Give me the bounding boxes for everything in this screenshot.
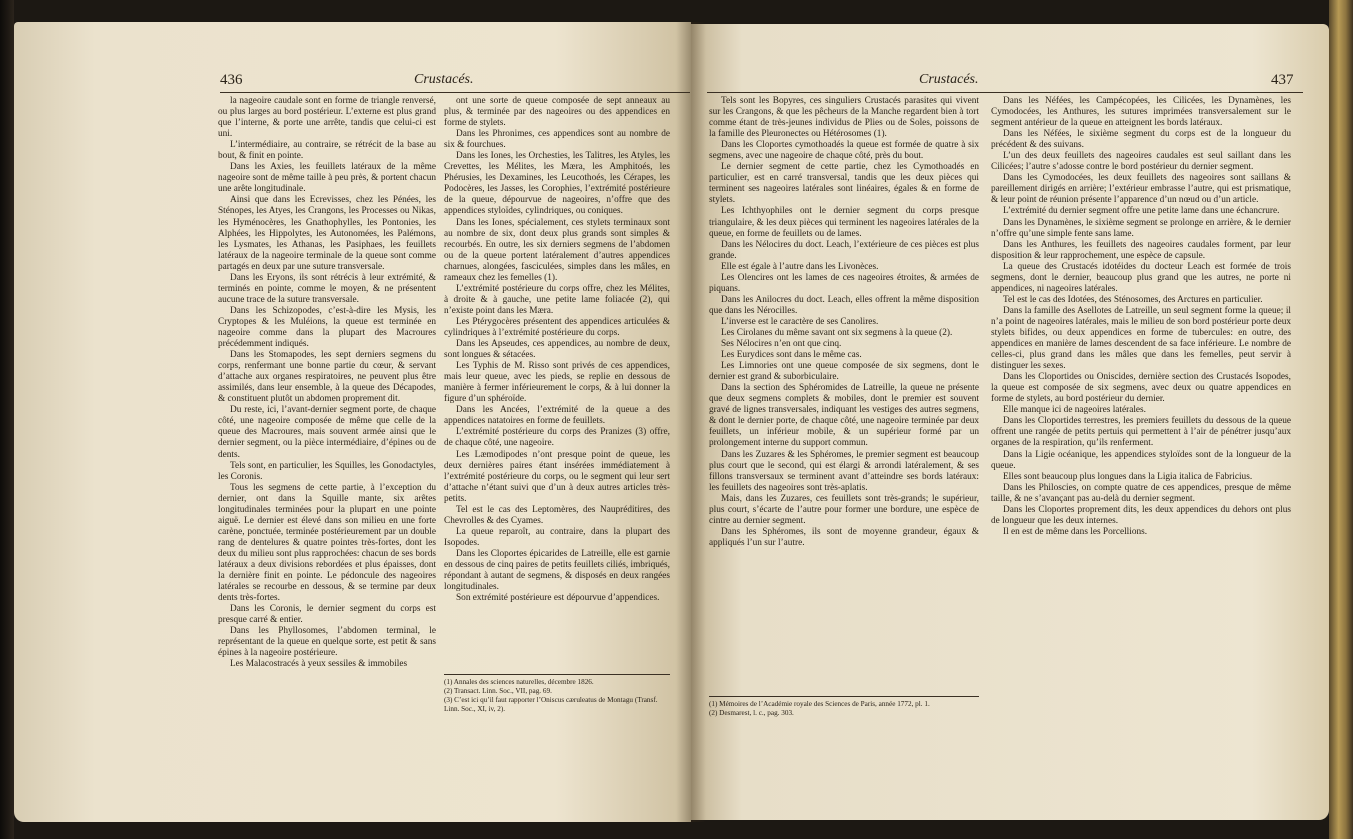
paragraph: Les Læmodipodes n’ont presque point de queue, les deux dernières paires étant insérées immédiatement à l’extrémité postérieure du corps, ou le segment qui leur sert d’attache n’étant suivi que d’un à deux autres articles très-petits. <box>444 449 670 504</box>
paragraph: Elles sont beaucoup plus longues dans la Ligia italica de Fabricius. <box>1003 471 1253 482</box>
paragraph: Les Malacostracés à yeux sessiles & immobiles <box>230 659 408 670</box>
paragraph: Dans les Cloportides ou Oniscides, dernière section des Crustacés Isopodes, la queue est composée de six segmens, avec deux ou quatre appendices en forme de stylets, au bord postérieur du dernier. <box>991 372 1291 405</box>
paragraph: Dans les Zuzares & les Sphéromes, le premier segment est beaucoup plus court que le second, qui est élargi & arrondi latéralement, & ses fillons transversaux se terminent avant d’atteindre ses bords latéraux: les feuillets des nageoires sont très-aplatis. <box>709 449 979 493</box>
running-head: Crustacés. <box>414 72 474 87</box>
paragraph: Dans les Philoscies, on compte quatre de ces appendices, presque de même taille, & ne s’avançant pas au-delà du dernier segment. <box>991 482 1291 504</box>
paragraph: L’un des deux feuillets des nageoires caudales est seul saillant dans les Cilicées; l’autre s’adosse contre le bord postérieur du dernier segment. <box>991 151 1291 173</box>
paragraph: Tous les segmens de cette partie, à l’exception du dernier, ont dans la Squille mante, six arêtes longitudinales terminées pour la plupart en une pointe aiguë. Le dernier est élevé dans son milieu en une forte carène, ponctuée, terminée postérieurement par un double rang de dentelures & quatre pointes très-fortes, dont les deux du milieu sont plus rapprochées: chacun de ses bords latéraux a deux divisions rebordées et plus épaisses, dont la dernière finit en pointe. Le pédoncule des nageoires latérales se recourbe en dessous, & se termine par deux dents très-fortes. <box>218 482 436 604</box>
paragraph: Dans les Phyllosomes, l’abdomen terminal, le représentant de la queue en quelque sorte, est petit & sans épines à la nageoire postérieure. <box>218 626 436 659</box>
footnote-rule <box>709 696 979 697</box>
left-page-column-1 <box>218 96 436 670</box>
paragraph: Dans les Cymodocées, les deux feuillets des nageoires sont saillans & pareillement dirigés en arrière; l’extérieur embrasse l’autre, qui est prismatique, & leur point de réunion présente l’apparence d’un nœud ou d’un article. <box>991 173 1291 206</box>
left-page-footnotes <box>444 678 670 714</box>
paragraph: Tel est le cas des Leptomères, des Naupréditires, des Chevrolles & des Cyames. <box>444 504 670 526</box>
paragraph: Les Typhis de M. Risso sont privés de ces appendices, mais leur queue, avec les pieds, se replie en dessous de manière à fermer inférieurement le corps, & à lui donner la figure d’un sphéroïde. <box>444 361 670 405</box>
paragraph: Dans les Eryons, ils sont rétrécis à leur extrémité, & terminés en pointe, comme le moyen, & ne présentent aucune trace de la suture transversale. <box>218 272 436 305</box>
paragraph: Dans les Sphéromes, ils sont de moyenne grandeur, égaux & appliqués l’un sur l’autre. <box>709 526 979 548</box>
paragraph: la nageoire caudale sont en forme de triangle renversé, ou plus larges au bord postérieur. L’externe est plus grand que l’interne, & porte une arrête, tandis que celui-ci est uni. <box>218 96 436 140</box>
paragraph: Dans les Stomapodes, les sept derniers segmens du corps, renfermant une bonne partie du cœur, & servant d’attache aux organes respiratoires, ne peuvent plus être assimilés, dans leur ensemble, à la queue des Décapodes, & constituent plutôt un abdomen proprement dit. <box>218 350 436 405</box>
paragraph: Dans les Axies, les feuillets latéraux de la même nageoire sont de même taille à peu près, & portent chacun une arête longitudinale. <box>218 162 436 195</box>
paragraph: Mais, dans les Zuzares, ces feuillets sont très-grands; le supérieur, plus court, s’écarte de l’autre pour former une bordure, une espèce de cintre au dernier segment. <box>709 493 979 526</box>
paragraph: Le dernier segment de cette partie, chez les Cymothoadés en particulier, est en carré transversal, tandis que les deux pièces qui terminent ses nageoires latérales sont linéaires, égales & en forme de stylets. <box>709 162 979 206</box>
paragraph: Dans les Cloportes proprement dits, les deux appendices du dehors ont plus de longueur que les deux internes. <box>991 504 1291 526</box>
paragraph: Dans les Dynamènes, le sixième segment se prolonge en arrière, & le dernier n’offre qu’une simple fente sans lame. <box>991 217 1291 239</box>
paragraph: Dans les Cloportides terrestres, les premiers feuillets du dessous de la queue offrent une rangée de petits pertuis qui permettent à l’air de pénétrer jusqu’aux organes de la respiration, qu’ils renferment. <box>991 416 1291 449</box>
right-page <box>691 24 1329 820</box>
paragraph: Dans les Anthures, les feuillets des nageoires caudales forment, par leur disposition & leur rapprochement, une espèce de capsule. <box>991 239 1291 261</box>
paragraph: Dans les Néfées, le sixième segment du corps est de la longueur du précédent & des suivans. <box>991 129 1291 151</box>
footnote: (1) Mémoires de l’Académie royale des Sciences de Paris, année 1772, pl. 1. <box>709 700 930 708</box>
right-page-column-2 <box>991 96 1291 538</box>
paragraph: Dans les Anilocres du doct. Leach, elles offrent la même disposition que dans les Nérocilles. <box>709 294 979 316</box>
book-fore-edge <box>1329 0 1353 839</box>
paragraph: Dans les Phronimes, ces appendices sont au nombre de six & fourchues. <box>444 129 670 151</box>
paragraph: Les Cirolanes du même savant ont six segmens à la queue (2). <box>721 327 953 338</box>
paragraph: Du reste, ici, l’avant-dernier segment porte, de chaque côté, une nageoire composée de même que celle de la queue des Macroures, mais souvent armée ainsi que le dernier segment, ou la pièce intermédiaire, d’épines ou de dents. <box>218 405 436 460</box>
paragraph: Tels sont les Bopyres, ces singuliers Crustacés parasites qui vivent sur les Crangons, & que les pêcheurs de la Manche regardent bien à tort comme étant de très-jeunes individus de Plies ou de Soles, poissons de la famille des Pleuronectes ou Hétérosomes (1). <box>709 96 979 140</box>
right-page-column-1 <box>709 96 979 549</box>
header-rule <box>707 92 1303 93</box>
footnote: (2) Desmarest, l. c., pag. 303. <box>709 709 794 717</box>
paragraph: Tels sont, en particulier, les Squilles, les Gonodactyles, les Coronis. <box>218 460 436 482</box>
paragraph: Tel est le cas des Idotées, des Sténosomes, des Arctures en particulier. <box>1003 294 1263 305</box>
paragraph: Dans la section des Sphéromides de Latreille, la queue ne présente que deux segmens complets & mobiles, dont le premier est souvent gravé de lignes transversales, indiquant les vestiges des autres segmens, & dont le dernier porte, de chaque côté, une nageoire terminée par deux feuillets, un inférieur mobile, & un supérieur formé par un prolongement interne du support commun. <box>709 383 979 449</box>
paragraph: La queue reparoît, au contraire, dans la plupart des Isopodes. <box>444 526 670 548</box>
paragraph: Dans les Néfées, les Campécopées, les Cilicées, les Dynamènes, les Cymodocées, les Anthures, les sutures imprimées transversalement sur le segment antérieur de la queue en atteignent les bords latéraux. <box>991 96 1291 129</box>
page-number: 437 <box>1271 72 1294 88</box>
paragraph: Dans les Apseudes, ces appendices, au nombre de deux, sont longues & sétacées. <box>444 339 670 361</box>
right-page-footnotes <box>709 700 979 718</box>
paragraph: La queue des Crustacés idotéides du docteur Leach est formée de trois segmens, dont le dernier, beaucoup plus grand que les autres, ne porte ni appendices, ni nageoires latérales. <box>991 261 1291 294</box>
paragraph: Les Ichthyophiles ont le dernier segment du corps presque triangulaire, & les deux pièces qui terminent les nageoires latérales de la queue, en forme de feuillets ou de lames. <box>709 206 979 239</box>
footnote: (3) C’est ici qu’il faut rapporter l’Oniscus cæruleatus de Montagu (Transf. Linn. Soc., XI, iv, 2). <box>444 696 658 713</box>
paragraph: Dans les Coronis, le dernier segment du corps est presque carré & entier. <box>218 604 436 626</box>
paragraph: Ses Nélocires n’en ont que cinq. <box>721 339 842 350</box>
paragraph: Il en est de même dans les Porcellions. <box>1003 526 1148 537</box>
paragraph: Elle est égale à l’autre dans les Livonèces. <box>721 261 879 272</box>
paragraph: Dans les Cloportes épicarides de Latreille, elle est garnie en dessous de cinq paires de petits feuillets ciliés, imbriqués, répondant à autant de segmens, & disposés en deux rangées longitudinales. <box>444 548 670 593</box>
paragraph: Dans les Cloportes cymothoadés la queue est formée de quatre à six segmens, avec une nageoire de chaque côté, près du bout. <box>709 140 979 162</box>
book-left-edge <box>0 0 14 839</box>
footnote: (2) Transact. Linn. Soc., VII, pag. 69. <box>444 687 552 695</box>
left-page <box>14 22 691 822</box>
paragraph: Dans la famille des Asellotes de Latreille, un seul segment forme la queue; il n’a point de nageoires latérales, mais le milieu de son bord postérieur porte deux stylets bifides, ou deux appendices en forme de tubercules: en outre, des appendices en manière de lames descendent de sa face inférieure. Le nombre de celles-ci, plus grand dans les mâles que dans les femelles, peut servir à distinguer les sexes. <box>991 305 1291 372</box>
footnote-rule <box>444 674 670 675</box>
page-number: 436 <box>220 72 243 88</box>
running-head: Crustacés. <box>919 72 979 87</box>
paragraph: Les Ptérygocères présentent des appendices articulées & cylindriques à l’extrémité postérieure du corps. <box>444 316 670 338</box>
paragraph: Dans les Nélocires du doct. Leach, l’extérieure de ces pièces est plus grande. <box>709 239 979 261</box>
paragraph: Ainsi que dans les Ecrevisses, chez les Pénées, les Sténopes, les Atyes, les Crangons, les Processes ou Nikas, les Hyménocères, les Gnathophylles, les Pontonies, les Alphées, les Hippolytes, les Autonomées, les Palémons, les Lysmates, les Athanas, les Pasiphaes, les feuillets latéraux de la nageoire terminale de la queue sont comme partagés en deux par une suture transversale. <box>218 195 436 272</box>
header-rule <box>220 92 690 93</box>
footnote: (1) Annales des sciences naturelles, décembre 1826. <box>444 678 594 686</box>
paragraph: Dans les Ancées, l’extrémité de la queue a des appendices natatoires en forme de feuillets. <box>444 405 670 427</box>
paragraph: Les Eurydices sont dans le même cas. <box>721 350 862 361</box>
paragraph: L’intermédiaire, au contraire, se rétrécit de la base au bout, & finit en pointe. <box>218 140 436 162</box>
paragraph: Les Limnories ont une queue composée de six segmens, dont le dernier est grand & suborbiculaire. <box>709 361 979 383</box>
paragraph: L’inverse est le caractère de ses Canolires. <box>721 316 879 327</box>
paragraph: L’extrémité postérieure du corps des Pranizes (3) offre, de chaque côté, une nageoire. <box>444 427 670 449</box>
paragraph: Elle manque ici de nageoires latérales. <box>1003 405 1147 416</box>
paragraph: Son extrémité postérieure est dépourvue d’appendices. <box>456 593 660 604</box>
paragraph: L’extrémité postérieure du corps offre, chez les Mélites, à droite & à gauche, une petite lame foliacée (2), qui n’existe point dans les Mæra. <box>444 283 670 316</box>
paragraph: Dans les Iones, les Orchesties, les Talitres, les Atyles, les Crevettes, les Mélites, les Mæra, les Amphitoés, les Phérusies, les Dexamines, les Leucothoés, les Cérapes, les Podocères, les Jasses, les Corophies, l’extrémité postérieure de la queue, dépourvue de nageoires, n’offre que des appendices styloïdes, cylindriques, ou coniques. <box>444 151 670 217</box>
book-gutter <box>676 22 706 822</box>
paragraph: Dans les Schizopodes, c’est-à-dire les Mysis, les Cryptopes & les Muléions, la queue est terminée en nageoire comme dans la plupart des Macroures précédemment indiqués. <box>218 305 436 350</box>
paragraph: ont une sorte de queue composée de sept anneaux au plus, & terminée par des nageoires ou des appendices en forme de stylets. <box>444 96 670 129</box>
paragraph: Dans la Ligie océanique, les appendices styloïdes sont de la longueur de la queue. <box>991 449 1291 471</box>
left-page-column-2 <box>444 96 670 604</box>
paragraph: L’extrémité du dernier segment offre une petite lame dans une échancrure. <box>1003 206 1280 217</box>
paragraph: Les Olencires ont les lames de ces nageoires étroites, & armées de piquans. <box>709 272 979 294</box>
paragraph: Dans les Iones, spécialement, ces stylets terminaux sont au nombre de six, dont deux plus grands sont simples & recourbés. En outre, les six derniers segmens de l’abdomen ou de la queue portent latéralement d’autres appendices charnues, alongées, fasciculées, simples dans les mâles, en rameaux chez les femelles (1). <box>444 217 670 283</box>
